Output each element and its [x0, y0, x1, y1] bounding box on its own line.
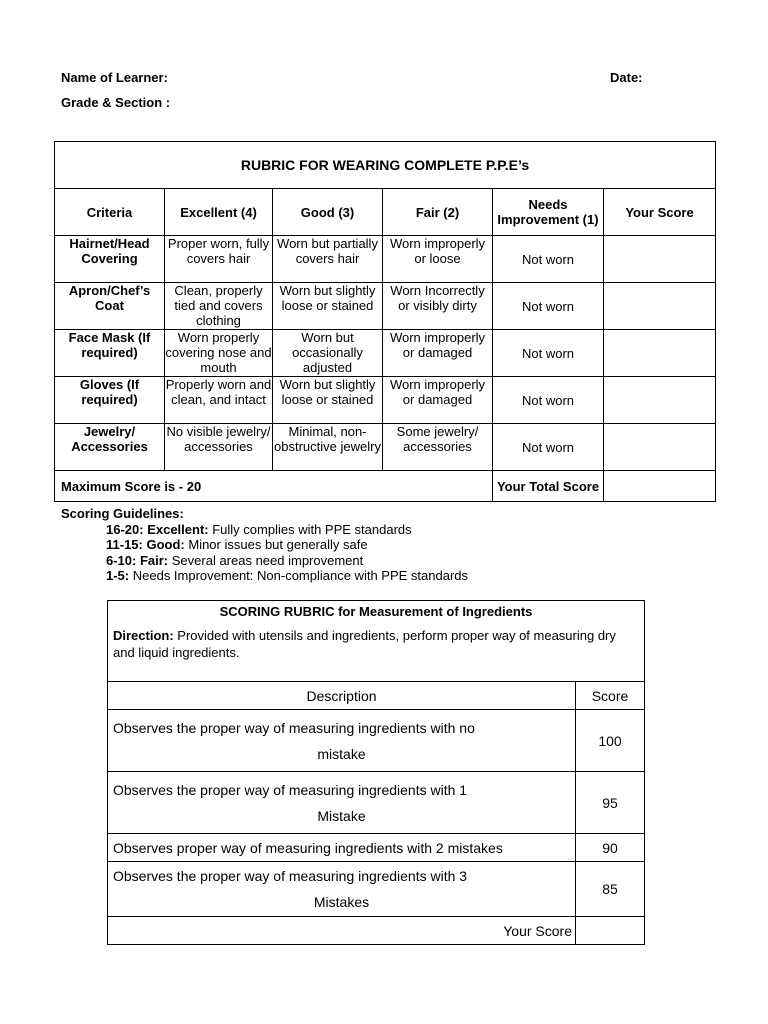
column-header: Needs Improvement (1) [493, 189, 604, 236]
criteria-cell: Jewelry/ Accessories [55, 424, 165, 471]
guideline-item [61, 568, 468, 584]
table-row [55, 283, 716, 330]
description-line: Mistakes [313, 894, 370, 910]
fair-cell: Worn Incorrectly or visibly dirty [383, 283, 493, 330]
criteria-cell: Hairnet/Head Covering [55, 236, 165, 283]
description-cell [108, 710, 576, 772]
guideline-range: 1-5: [106, 568, 130, 583]
guideline-range: 6-10: Fair: [106, 552, 169, 568]
description-line: mistake [317, 745, 366, 762]
column-header: Your Score [604, 189, 716, 236]
column-header: Excellent (4) [165, 189, 273, 236]
excellent-cell: No visible jewelry/ accessories [165, 424, 273, 471]
your-score-cell[interactable] [604, 377, 716, 424]
measurement-rubric-title: SCORING RUBRIC for Measurement of Ingredients [108, 601, 645, 622]
good-cell: Worn but slightly loose or stained [273, 283, 383, 330]
good-cell: Minimal, non-obstructive jewelry [273, 424, 383, 471]
table-row [108, 710, 645, 772]
ppe-rubric-footer-row [55, 471, 716, 502]
good-cell: Worn but partially covers hair [273, 236, 383, 283]
description-cell [108, 772, 576, 834]
grade-section-label: Grade & Section : [61, 95, 171, 110]
description-line: Observes the proper way of measuring ingredients with no [113, 719, 475, 736]
description-cell [108, 834, 576, 862]
needs-improvement-cell: Not worn [493, 236, 604, 283]
guideline-text: Fully complies with PPE standards [208, 521, 412, 537]
criteria-cell: Apron/Chef’s Coat [55, 283, 165, 330]
criteria-cell: Face Mask (If required) [55, 330, 165, 377]
guideline-text: Several areas need improvement [168, 552, 364, 568]
excellent-cell: Proper worn, fully covers hair [165, 236, 273, 283]
your-score-cell[interactable] [604, 330, 716, 377]
good-cell: Worn but occasionally adjusted [273, 330, 383, 377]
date-label: Date: [610, 70, 643, 85]
guideline-item [61, 553, 468, 569]
fair-cell: Worn improperly or damaged [383, 330, 493, 377]
table-row [108, 772, 645, 834]
your-score-cell[interactable] [604, 424, 716, 471]
excellent-cell: Properly worn and clean, and intact [165, 377, 273, 424]
your-score-row [108, 917, 645, 945]
table-row [55, 424, 716, 471]
total-score-cell[interactable] [604, 471, 716, 502]
needs-improvement-cell: Not worn [493, 330, 604, 377]
maximum-score-label: Maximum Score is - 20 [55, 471, 493, 502]
good-cell: Worn but slightly loose or stained [273, 377, 383, 424]
your-score-input-cell[interactable] [576, 917, 645, 945]
measurement-header-row [108, 682, 645, 710]
guideline-item [61, 522, 468, 538]
description-line: Mistake [317, 807, 366, 824]
scoring-guidelines-title: Scoring Guidelines: [61, 506, 184, 521]
score-cell: 100 [576, 710, 645, 772]
guideline-text: Minor issues but generally safe [184, 537, 368, 552]
your-score-cell[interactable] [604, 283, 716, 330]
criteria-cell: Gloves (If required) [55, 377, 165, 424]
guideline-text: Needs Improvement: Non-compliance with PPE standards [129, 568, 469, 583]
needs-improvement-cell: Not worn [493, 424, 604, 471]
column-header: Good (3) [273, 189, 383, 236]
ppe-rubric-header-row [55, 189, 716, 236]
fair-cell: Some jewelry/ accessories [383, 424, 493, 471]
table-row [55, 330, 716, 377]
fair-cell: Worn improperly or loose [383, 236, 493, 283]
guideline-range: 16-20: Excellent: [106, 521, 209, 537]
table-row [55, 377, 716, 424]
measurement-rubric-table [107, 600, 645, 945]
fair-cell: Worn improperly or damaged [383, 377, 493, 424]
guideline-range: 11-15: Good: [106, 537, 185, 552]
table-row [108, 862, 645, 917]
direction-text [108, 621, 645, 682]
description-line: Observes proper way of measuring ingredients with 2 mistakes [113, 839, 503, 856]
your-score-label: Your Score [108, 917, 576, 945]
description-line: Observes the proper way of measuring ingredients with 3 [113, 868, 468, 884]
ppe-rubric-title: RUBRIC FOR WEARING COMPLETE P.P.E’s [55, 142, 716, 189]
excellent-cell: Worn properly covering nose and mouth [165, 330, 272, 375]
your-total-score-label: Your Total Score [493, 471, 604, 502]
column-header: Criteria [55, 189, 165, 236]
description-line: Observes the proper way of measuring ingredients with 1 [113, 781, 468, 798]
score-cell: 90 [576, 834, 645, 862]
direction-label: Direction: [113, 628, 174, 643]
your-score-cell[interactable] [604, 236, 716, 283]
ppe-rubric-table [54, 141, 716, 502]
description-cell [108, 862, 576, 917]
name-of-learner-label: Name of Learner: [61, 70, 168, 85]
score-cell: 85 [576, 862, 645, 917]
score-cell: 95 [576, 772, 645, 834]
needs-improvement-cell: Not worn [493, 283, 604, 330]
guideline-item [61, 537, 468, 553]
excellent-cell: Clean, properly tied and covers clothing [165, 283, 273, 330]
description-column-header: Description [108, 682, 576, 710]
table-row [108, 834, 645, 862]
needs-improvement-cell: Not worn [493, 377, 604, 424]
column-header: Fair (2) [383, 189, 493, 236]
scoring-guidelines [61, 506, 468, 584]
table-row [55, 236, 716, 283]
score-column-header: Score [576, 682, 645, 710]
direction-body: Provided with utensils and ingredients, perform proper way of measuring dry and liquid ingredients. [113, 628, 616, 660]
